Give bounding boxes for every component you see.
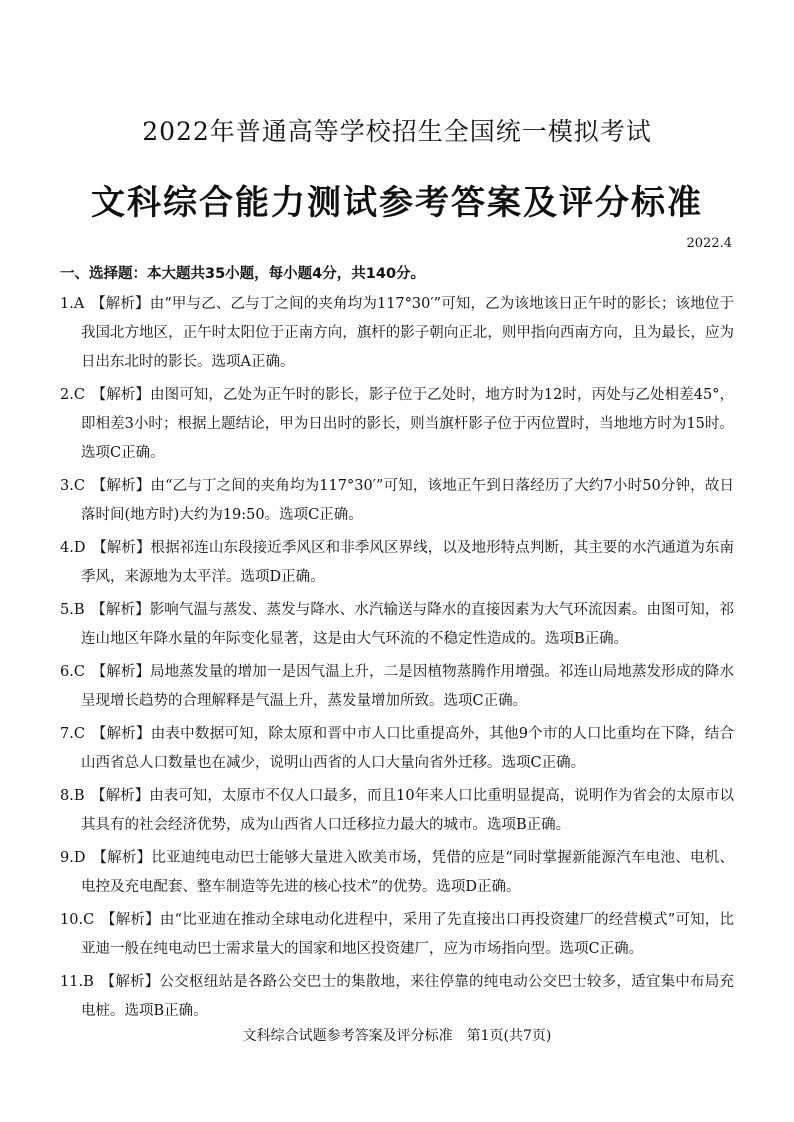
exam-title: 2022年普通高等学校招生全国统一模拟考试 <box>142 117 652 146</box>
answer-number: 1. <box>60 296 74 312</box>
answer-number: 11. <box>60 974 84 990</box>
answer-choice: C <box>83 912 95 928</box>
analysis-tag: 【解析】 <box>91 664 151 680</box>
analysis-tag: 【解析】 <box>92 850 152 866</box>
answer-choice: B <box>83 974 94 990</box>
analysis-tag: 【解析】 <box>101 912 160 928</box>
answer-item-5 <box>60 596 734 654</box>
answer-choice: D <box>73 540 86 556</box>
answer-item-6 <box>60 658 734 716</box>
document-date: 2022.4 <box>686 236 732 251</box>
answer-text: 比亚迪纯电动巴士能够大量进入欧美市场，凭借的应是“同时掌握新能源汽车电池、电机、电控及充电配套、整车制造等先进的核心技术”的优势。选项D正确。 <box>81 850 734 895</box>
answer-text: 由图可知，乙处为正午时的影长，影子位于乙处时，地方时为12时，丙处与乙处相差45°，即相差3小时；根据上题结论，甲为日出时的影长，则当旗杆影子位于丙位置时，当地地方时为15时。选项C正确。 <box>81 387 735 461</box>
page-footer: 文科综合试题参考答案及评分标准 第1页(共7页) <box>242 1028 552 1044</box>
answer-choice: B <box>73 788 85 804</box>
answer-text: 局地蒸发量的增加一是因气温上升，二是因植物蒸腾作用增强。祁连山局地蒸发形成的降水呈现增长趋势的合理解释是气温上升，蒸发量增加所致。选项C正确。 <box>81 664 735 709</box>
answer-item-1 <box>60 290 734 377</box>
answer-choice: C <box>73 387 85 403</box>
analysis-tag: 【解析】 <box>100 974 160 990</box>
answer-text: 公交枢纽站是各路公交巴士的集散地，来往停靠的纯电动公交巴士较多，适宜集中布局充电桩。选项B正确。 <box>81 974 735 1019</box>
answer-text: 由“甲与乙、乙与丁之间的夹角均为117°30′”可知，乙为该地该日正午时的影长；该地位于我国北方地区，正午时太阳位于正南方向，旗杆的影子朝向正北，则甲指向西南方向，且为最长，应为日出东北时的影长。选项A正确。 <box>81 296 735 370</box>
answer-text: 由表可知，太原市不仅人口最多，而且10年来人口比重明显提高，说明作为省会的太原市以其具有的社会经济优势，成为山西省人口迁移拉力最大的城市。选项B正确。 <box>81 788 735 833</box>
analysis-tag: 【解析】 <box>91 602 150 618</box>
answer-choice: D <box>73 850 86 866</box>
answer-number: 6. <box>60 664 74 680</box>
answer-number: 8. <box>60 788 74 804</box>
answer-choice: C <box>73 664 85 680</box>
analysis-tag: 【解析】 <box>91 478 151 494</box>
answer-number: 3. <box>60 478 74 494</box>
answer-list <box>0 290 794 1030</box>
answer-number: 5. <box>60 602 74 618</box>
answer-item-10 <box>60 906 734 964</box>
answer-number: 9. <box>60 850 74 866</box>
answer-choice: C <box>73 478 85 494</box>
answer-number: 4. <box>60 540 74 556</box>
answer-item-7 <box>60 720 734 778</box>
answer-number: 10. <box>60 912 84 928</box>
answer-choice: C <box>73 726 85 742</box>
section-heading: 一、选择题：本大题共35小题，每小题4分，共140分。 <box>60 266 426 282</box>
analysis-tag: 【解析】 <box>92 540 151 556</box>
answer-number: 7. <box>60 726 74 742</box>
analysis-tag: 【解析】 <box>91 726 151 742</box>
analysis-tag: 【解析】 <box>91 387 151 403</box>
answer-item-2 <box>60 381 734 468</box>
answer-choice: A <box>73 296 85 312</box>
answer-item-9 <box>60 844 734 902</box>
answer-text: 影响气温与蒸发、蒸发与降水、水汽输送与降水的直接因素为大气环流因素。由图可知，祁连山地区年降水量的年际变化显著，这是由大气环流的不稳定性造成的。选项B正确。 <box>81 602 735 647</box>
answer-text: 根据祁连山东段接近季风区和非季风区界线，以及地形特点判断，其主要的水汽通道为东南季风，来源地为太平洋。选项D正确。 <box>81 540 735 585</box>
answer-item-11 <box>60 968 734 1026</box>
analysis-tag: 【解析】 <box>91 788 150 804</box>
answer-item-4 <box>60 534 734 592</box>
answer-number: 2. <box>60 387 74 403</box>
answer-text: 由“乙与丁之间的夹角均为117°30′”可知，该地正午到日落经历了大约7小时50分钟，故日落时间(地方时)大约为19:50。选项C正确。 <box>81 478 735 523</box>
analysis-tag: 【解析】 <box>91 296 150 312</box>
answer-text: 由“比亚迪在推动全球电动化进程中，采用了先直接出口再投资建厂的经营模式”可知，比亚迪一般在纯电动巴士需求量大的国家和地区投资建厂，应为市场指向型。选项C正确。 <box>81 912 735 957</box>
document-title: 文科综合能力测试参考答案及评分标准 <box>91 183 703 223</box>
answer-choice: B <box>73 602 85 618</box>
answer-item-8 <box>60 782 734 840</box>
answer-text: 由表中数据可知，除太原和晋中市人口比重提高外，其他9个市的人口比重均在下降，结合山西省总人口数量也在减少，说明山西省的人口大量向省外迁移。选项C正确。 <box>81 726 735 771</box>
answer-item-3 <box>60 472 734 530</box>
